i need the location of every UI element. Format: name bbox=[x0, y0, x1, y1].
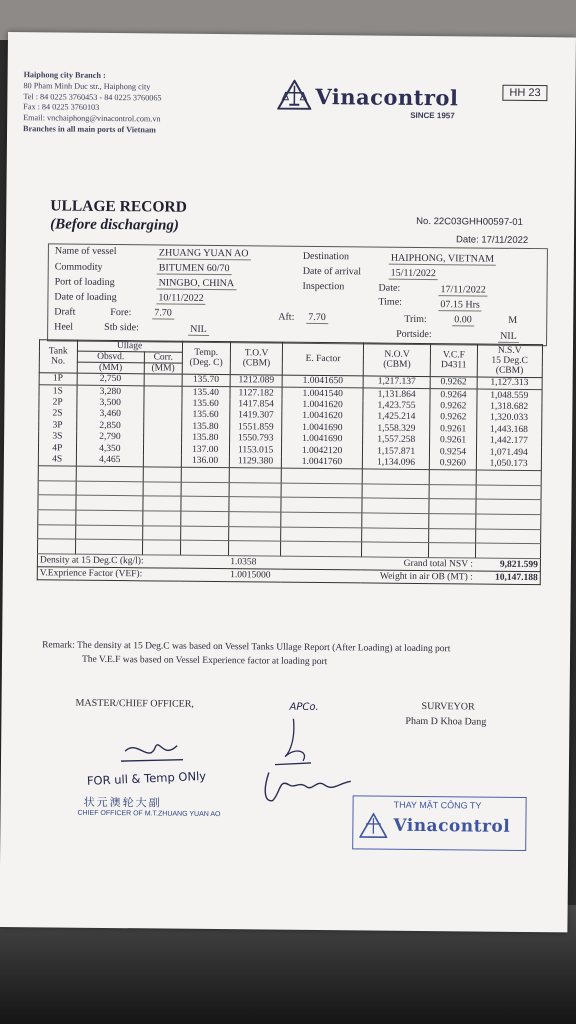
cell-nov: 1,423.755 bbox=[363, 400, 431, 412]
cell-nov: 1,425.214 bbox=[363, 412, 431, 424]
document-subtitle: (Before discharging) bbox=[50, 216, 179, 234]
cell-obsvd: 3,460 bbox=[76, 409, 144, 421]
cell-vcf: 0.9261 bbox=[430, 424, 476, 436]
cell-tank: 4S bbox=[38, 454, 76, 466]
aft-value: 7.70 bbox=[306, 312, 328, 324]
cell-temp: 135.60 bbox=[182, 398, 230, 410]
trim-value: 0.00 bbox=[452, 314, 474, 326]
cell-tank: 1S bbox=[39, 385, 77, 397]
branch-tel: Tel : 84 0225 3760453 - 84 0225 3760065 bbox=[23, 91, 162, 103]
destination-label: Destination bbox=[302, 250, 350, 263]
branch-address-block bbox=[23, 70, 162, 136]
destination-value: HAIPHONG, VIETNAM bbox=[389, 253, 496, 266]
trim-unit: M bbox=[508, 314, 518, 326]
cell-tov: 1550.793 bbox=[229, 433, 282, 445]
cell-vcf: 0.9262 bbox=[430, 401, 476, 413]
cell-efactor: 1.0041760 bbox=[282, 456, 363, 469]
header-corr-unit: (MM) bbox=[144, 363, 182, 374]
inspection-date-value: 17/11/2022 bbox=[438, 284, 487, 296]
cell-obsvd: 3,280 bbox=[77, 386, 145, 399]
cell-temp: 135.80 bbox=[181, 421, 229, 433]
reference-date: Date: 17/11/2022 bbox=[455, 234, 529, 247]
cell-vcf: 0.9264 bbox=[430, 389, 476, 401]
vef-value: 1.0015000 bbox=[228, 568, 361, 582]
cell-nsv: 1,443.168 bbox=[476, 424, 542, 436]
cell-vcf: 0.9260 bbox=[430, 458, 476, 470]
cell-temp: 135.80 bbox=[181, 433, 229, 445]
cell-vcf: 0.9261 bbox=[430, 435, 476, 447]
vessel-stamp-chinese: 状元澳轮大副 bbox=[83, 796, 162, 810]
header-efactor: E. Factor bbox=[283, 342, 364, 376]
header-vcf: V.C.F D4311 bbox=[431, 344, 477, 377]
cell-nsv: 1,127.313 bbox=[477, 377, 543, 390]
branch-fax: Fax : 84 0225 3760103 bbox=[23, 102, 100, 113]
header-tank: Tank No. bbox=[39, 340, 77, 373]
cell-efactor: 1.0041690 bbox=[282, 422, 363, 434]
trim-label: Trim: bbox=[404, 313, 427, 326]
cell-tov: 1153.015 bbox=[229, 444, 282, 456]
ullage-table bbox=[37, 339, 543, 585]
inspection-label: Inspection bbox=[302, 280, 345, 293]
document-title: ULLAGE RECORD bbox=[50, 197, 187, 216]
inspection-date-label: Date: bbox=[378, 282, 401, 294]
cell-corr bbox=[144, 374, 182, 387]
vessel-stamp-english: CHIEF OFFICER OF M.T.ZHUANG YUAN AO bbox=[77, 809, 221, 819]
cell-nsv: 1,050.173 bbox=[476, 458, 542, 471]
port-loading-value: NINGBO, CHINA bbox=[157, 277, 237, 290]
cell-corr bbox=[144, 432, 182, 444]
fore-label: Fore: bbox=[110, 306, 132, 319]
density-label: Density at 15 Deg.C (kg/l): bbox=[37, 553, 228, 568]
cell-nov: 1,558.329 bbox=[362, 423, 430, 435]
vessel-label: Name of vessel bbox=[54, 245, 117, 258]
initials-handwritten: APCo. bbox=[289, 701, 319, 714]
arrival-value: 15/11/2022 bbox=[389, 268, 438, 280]
document-sheet bbox=[0, 32, 576, 932]
portside-label: Portside: bbox=[396, 328, 432, 341]
cell-efactor: 1.0041690 bbox=[282, 434, 363, 446]
portside-value: NIL bbox=[498, 331, 519, 343]
cell-tank: 4P bbox=[38, 443, 76, 455]
branch-address: 80 Pham Minh Duc str., Haiphong city bbox=[23, 80, 151, 92]
reference-number: No. 22C03GHH00597-01 bbox=[416, 215, 523, 228]
header-tov: T.O.V (CBM) bbox=[230, 342, 283, 376]
cell-tank: 2P bbox=[39, 397, 77, 409]
logo-since: SINCE 1957 bbox=[410, 110, 455, 121]
cell-corr bbox=[144, 444, 182, 456]
header-corr: Corr. bbox=[144, 352, 182, 363]
cell-obsvd: 2,750 bbox=[77, 373, 145, 386]
cell-temp: 135.60 bbox=[181, 410, 229, 422]
cell-tank: 3S bbox=[39, 431, 77, 443]
cell-nsv: 1,318.682 bbox=[476, 401, 542, 413]
cell-obsvd: 4,465 bbox=[76, 454, 144, 467]
header-obsvd-unit: (MM) bbox=[77, 362, 145, 374]
master-signature-mark bbox=[119, 733, 189, 770]
nsv-total-value: 9,821.599 bbox=[475, 558, 541, 572]
surveyor-label: SURVEYOR bbox=[421, 701, 475, 713]
commodity-label: Commodity bbox=[54, 261, 103, 273]
header-ullage: Ullage bbox=[77, 340, 182, 352]
header-nsv: N.S.V 15 Deg.C (CBM) bbox=[477, 344, 543, 378]
cell-nsv: 1,320.033 bbox=[476, 413, 542, 425]
weight-label: Weight in air OB (MT) : bbox=[361, 570, 475, 584]
time-label: Time: bbox=[378, 296, 403, 308]
cell-corr bbox=[144, 421, 182, 433]
scales-icon bbox=[277, 80, 311, 110]
cell-vcf: 0.9262 bbox=[430, 377, 476, 390]
remark-line-2: The V.E.F was based on Vessel Experience factor at loading port bbox=[81, 654, 328, 668]
date-loading-value: 10/11/2022 bbox=[156, 292, 205, 304]
vc-stamp-heading: THAY MẶT CÔNG TY bbox=[393, 799, 482, 811]
vessel-value: ZHUANG YUAN AO bbox=[157, 247, 251, 260]
branch-ports: Branches in all main ports of Vietnam bbox=[23, 124, 156, 135]
cell-nov: 1,134.096 bbox=[362, 457, 430, 470]
cell-nsv: 1,442.177 bbox=[476, 435, 542, 447]
cell-tov: 1129.380 bbox=[229, 456, 282, 468]
cell-tov: 1417.854 bbox=[230, 399, 283, 411]
arrival-label: Date of arrival bbox=[302, 265, 362, 278]
cell-obsvd: 2,850 bbox=[76, 420, 144, 432]
officer-signature-mark bbox=[265, 717, 325, 770]
density-value: 1.0358 bbox=[228, 555, 361, 569]
nsv-total-label: Grand total NSV : bbox=[361, 557, 475, 571]
cell-obsvd: 3,500 bbox=[76, 397, 144, 409]
cell-tank: 1P bbox=[39, 373, 77, 386]
cell-tov: 1212.089 bbox=[230, 375, 283, 388]
date-loading-label: Date of loading bbox=[54, 291, 117, 304]
branch-email: Email: vnchaiphong@vinacontrol.com.vn bbox=[23, 113, 161, 124]
port-loading-label: Port of loading bbox=[54, 276, 115, 289]
cell-tov: 1551.859 bbox=[230, 422, 283, 434]
cell-tov: 1419.307 bbox=[230, 410, 283, 422]
cell-temp: 136.00 bbox=[181, 455, 229, 467]
header-nov: N.O.V (CBM) bbox=[363, 343, 431, 377]
draft-label: Draft bbox=[54, 306, 76, 318]
cell-nsv: 1,071.494 bbox=[476, 447, 542, 459]
cell-temp: 135.70 bbox=[182, 374, 230, 387]
cell-efactor: 1.0041620 bbox=[282, 411, 363, 423]
cell-tov: 1127.182 bbox=[230, 387, 283, 399]
cell-nov: 1,157.871 bbox=[362, 446, 430, 458]
cell-efactor: 1.0041650 bbox=[283, 375, 364, 388]
surveyor-name: Pham D Khoa Dang bbox=[405, 715, 487, 728]
cell-corr bbox=[144, 398, 182, 410]
remark-line-1: Remark: The density at 15 Deg.C was based on Vessel Tanks Ullage Report (After Loading) at loading port bbox=[42, 640, 451, 655]
cell-temp: 135.40 bbox=[182, 387, 230, 399]
cell-obsvd: 2,790 bbox=[76, 432, 144, 444]
stb-side-value: NIL bbox=[188, 324, 209, 336]
cell-vcf: 0.9254 bbox=[430, 446, 476, 458]
logo-wordmark: Vinacontrol bbox=[315, 83, 459, 111]
header-obsvd: Obsvd. bbox=[77, 351, 145, 363]
fore-value: 7.70 bbox=[152, 307, 174, 319]
cell-nsv: 1,048.559 bbox=[476, 389, 542, 402]
handwritten-note: FOR ull & Temp ONly bbox=[86, 768, 207, 788]
header-temp: Temp. (Deg. C) bbox=[182, 341, 231, 374]
cell-nov: 1,557.258 bbox=[362, 434, 430, 446]
time-value: 07.15 Hrs bbox=[438, 299, 482, 311]
commodity-value: BITUMEN 60/70 bbox=[157, 262, 232, 275]
cell-vcf: 0.9262 bbox=[430, 412, 476, 424]
cell-obsvd: 4,350 bbox=[76, 443, 144, 455]
stamp-scales-icon bbox=[359, 812, 387, 838]
weight-value: 10,147.188 bbox=[475, 571, 541, 585]
cell-corr bbox=[144, 409, 182, 421]
vef-label: V.Exprience Factor (VEF): bbox=[37, 566, 228, 581]
form-code-box: HH 23 bbox=[502, 85, 547, 101]
cell-efactor: 1.0042120 bbox=[282, 445, 363, 457]
aft-label: Aft: bbox=[278, 311, 295, 323]
cell-tank: 2S bbox=[39, 408, 77, 420]
cell-corr bbox=[143, 455, 181, 467]
cell-corr bbox=[144, 386, 182, 398]
heel-label: Heel bbox=[54, 321, 74, 333]
stb-side-label: Stb side: bbox=[104, 321, 139, 334]
master-label: MASTER/CHIEF OFFICER, bbox=[75, 697, 194, 710]
vc-stamp-name: Vinacontrol bbox=[393, 815, 511, 837]
cell-temp: 137.00 bbox=[181, 444, 229, 456]
cell-efactor: 1.0041540 bbox=[282, 388, 363, 401]
cell-tank: 3P bbox=[39, 420, 77, 432]
branch-heading: Haiphong city Branch : bbox=[23, 70, 106, 80]
vessel-info-box bbox=[47, 243, 548, 346]
cell-nov: 1,131.864 bbox=[363, 388, 431, 401]
cell-efactor: 1.0041620 bbox=[282, 399, 363, 411]
cell-nov: 1,217.137 bbox=[363, 376, 431, 389]
vinacontrol-stamp bbox=[352, 795, 527, 851]
